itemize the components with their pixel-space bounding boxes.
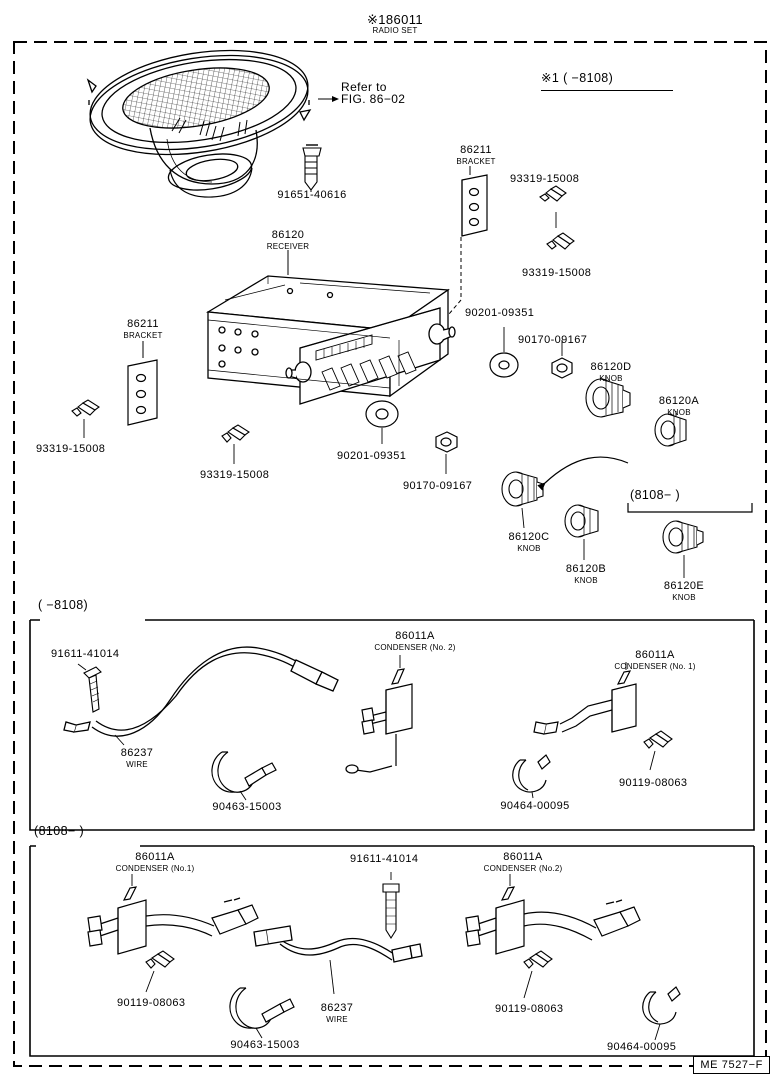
callout-86211-right (456, 145, 495, 166)
part-desc: WIRE (326, 1014, 348, 1024)
section-label-pre8108: ( −8108) (38, 598, 89, 612)
sheet-code: ME 7527−F (693, 1056, 770, 1074)
part-number: 93319-15008 (510, 173, 580, 185)
part-number: 91611-41014 (51, 648, 120, 660)
part-number: 86120B (565, 563, 607, 575)
callout-90119-08063-bottom-left (117, 998, 185, 1010)
part-number: 90119-08063 (619, 777, 688, 789)
part-number: 86211 (127, 318, 159, 330)
callout-90463-15003-mid (212, 802, 281, 814)
callout-86011A-no2-mid (374, 631, 455, 652)
section-label-post8108: (8108− ) (34, 824, 85, 838)
part-desc: WIRE (126, 759, 148, 769)
callout-93319-15008-a (510, 174, 579, 186)
callout-86120E (664, 581, 704, 602)
callout-86120D (591, 362, 632, 383)
part-number: 90464-00095 (500, 800, 570, 812)
part-number: 86011A (135, 851, 175, 863)
callout-90201-09351-right (465, 308, 534, 320)
part-number: 90170-09167 (518, 334, 588, 346)
callout-91651-40616 (277, 190, 346, 202)
part-number: 86120A (658, 395, 700, 407)
part-number: 93319-15008 (522, 267, 592, 279)
callout-90170-09167-right (518, 335, 587, 347)
part-number: 90119-08063 (495, 1003, 564, 1015)
part-desc: CONDENSER (No.2) (483, 863, 563, 873)
part-desc: CONDENSER (No. 2) (374, 642, 456, 652)
part-number: 90463-15003 (230, 1039, 300, 1051)
part-number: 86211 (460, 144, 492, 156)
refer-to-line1: Refer to (341, 80, 387, 94)
callout-93319-15008-c (36, 444, 105, 456)
callout-86011A-no1-bottom (116, 852, 195, 873)
part-number: 91611-41014 (350, 853, 419, 865)
part-desc: CONDENSER (No. 1) (614, 661, 696, 671)
part-number: 90201-09351 (337, 450, 407, 462)
part-desc: RECEIVER (266, 241, 310, 251)
part-number: 86120E (663, 580, 705, 592)
part-desc: BRACKET (123, 330, 163, 340)
callout-86237-mid (121, 748, 154, 769)
part-desc: KNOB (599, 373, 623, 383)
callout-86237-bottom (321, 1003, 354, 1024)
callout-90464-00095-mid (500, 801, 569, 813)
part-desc: CONDENSER (No.1) (115, 863, 195, 873)
part-number: 86120D (590, 361, 632, 373)
diagram-title-mark: ※1 (366, 12, 386, 27)
part-number: 86011A (395, 630, 435, 642)
callout-86011A-no2-bottom (484, 852, 563, 873)
part-number: 93319-15008 (36, 443, 106, 455)
part-number: 91651-40616 (277, 189, 347, 201)
callout-86120B (566, 564, 606, 585)
refer-to-line2: FIG. 86−02 (341, 91, 406, 106)
diagram-title (367, 14, 423, 35)
part-desc: KNOB (667, 407, 691, 417)
part-number: 86011A (635, 649, 675, 661)
knob-group-label: (8108− ) (630, 488, 681, 502)
callout-86120-receiver (267, 230, 310, 251)
callout-90119-08063-mid (619, 778, 687, 790)
part-desc: KNOB (672, 592, 696, 602)
callout-86120A (659, 396, 699, 417)
part-number: 86237 (120, 747, 154, 759)
diagram-title-number: 86011 (385, 12, 424, 27)
part-number: 93319-15008 (200, 469, 270, 481)
callout-90119-08063-bottom-right (495, 1004, 563, 1016)
part-number: 86120 (271, 229, 305, 241)
callout-90464-00095-bottom (607, 1042, 676, 1054)
part-number: 86120C (508, 531, 550, 543)
callout-90463-15003-bottom (230, 1040, 299, 1052)
callout-86120C (509, 532, 550, 553)
callout-91611-41014-mid (51, 649, 119, 661)
part-number: 90170-09167 (403, 480, 473, 492)
note-top-right: ※1 ( −8108) (541, 71, 614, 85)
part-number: 86011A (503, 851, 543, 863)
part-desc: KNOB (574, 575, 598, 585)
part-number: 90463-15003 (212, 801, 282, 813)
callout-93319-15008-d (200, 470, 269, 482)
note-underline (541, 90, 673, 91)
part-desc: KNOB (517, 543, 541, 553)
part-number: 90464-00095 (607, 1041, 677, 1053)
refer-to-note (341, 82, 405, 105)
callout-93319-15008-b (522, 268, 591, 280)
callout-86211-left (123, 319, 162, 340)
part-number: 90201-09351 (465, 307, 535, 319)
callout-91611-41014-bottom (350, 854, 418, 866)
part-desc: BRACKET (456, 156, 496, 166)
callout-86011A-no1-mid (614, 650, 695, 671)
callout-90201-09351-left (337, 451, 406, 463)
callout-90170-09167-left (403, 481, 472, 493)
diagram-title-desc: RADIO SET (372, 25, 418, 35)
part-number: 86237 (320, 1002, 354, 1014)
part-number: 90119-08063 (117, 997, 186, 1009)
